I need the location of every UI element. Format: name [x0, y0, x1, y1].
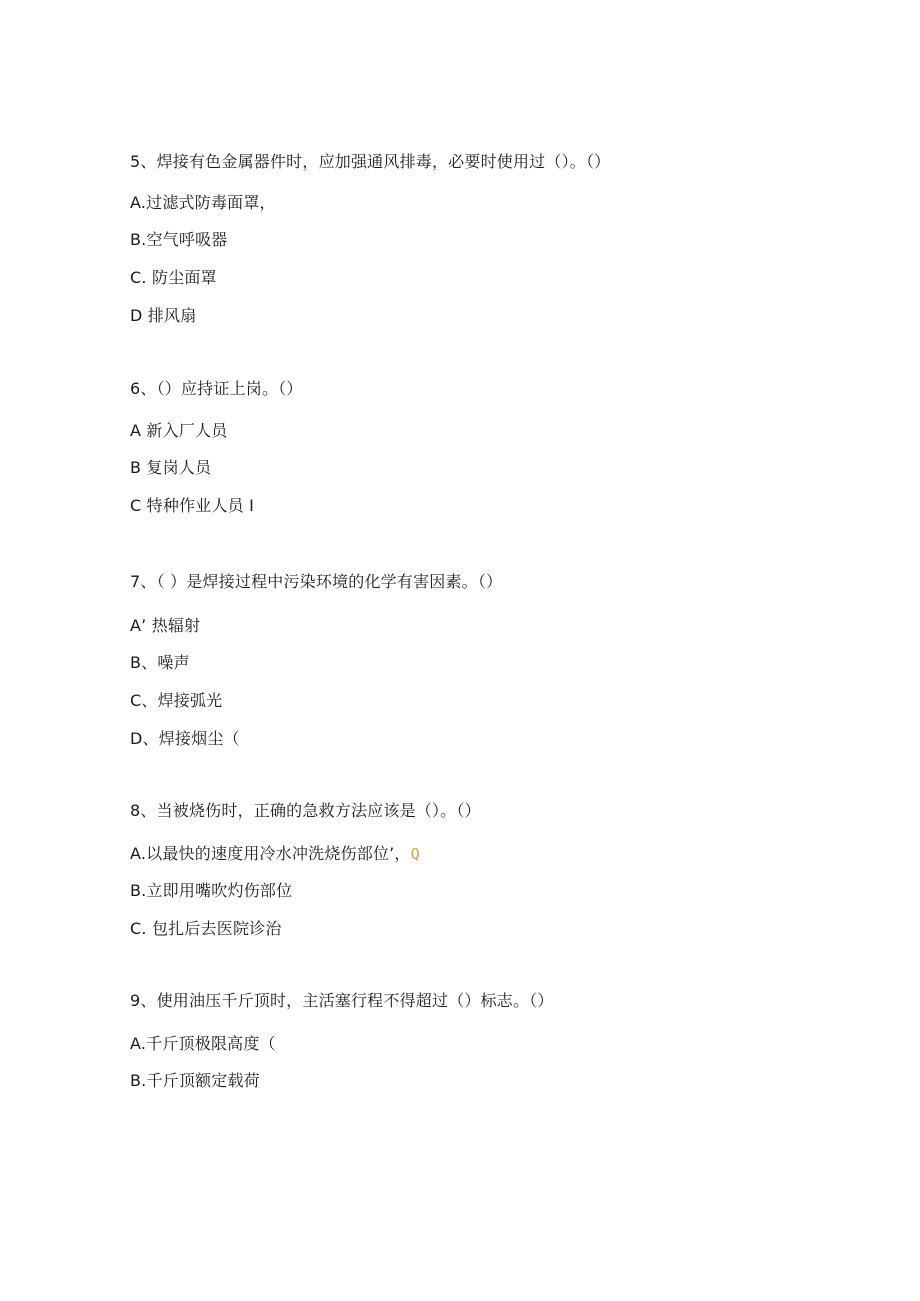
- question-7-stem: 7、（ ）是焊接过程中污染环境的化学有害因素。（）: [130, 572, 503, 591]
- question-5-option-a: A.过滤式防毒面罩，: [130, 193, 276, 212]
- question-8-option-a: A.以最快的速度用冷水冲洗烧伤部位’，: [130, 844, 411, 863]
- question-7-option-b: B、噪声: [130, 653, 190, 672]
- question-8-option-c: C. 包扎后去医院诊治: [130, 919, 282, 938]
- question-7-option-c: C、焊接弧光: [130, 691, 223, 710]
- question-9-option-b: B.千斤顶额定载荷: [130, 1071, 260, 1090]
- question-6-option-a: A 新入厂人员: [130, 421, 228, 440]
- question-8-option-a-mark: Q: [410, 845, 420, 863]
- question-7-option-d: D、焊接烟尘（: [130, 729, 240, 748]
- question-6-option-b: B 复岗人员: [130, 458, 212, 477]
- question-5-option-c: C. 防尘面罩: [130, 268, 217, 287]
- question-8-option-b: B.立即用嘴吹灼伤部位: [130, 881, 293, 900]
- question-6-stem: 6、（）应持证上岗。（）: [130, 379, 303, 398]
- question-7-option-a: A’ 热辐射: [130, 616, 201, 635]
- question-9-option-a: A.千斤顶极限高度（: [130, 1034, 276, 1053]
- question-9-stem: 9、使用油压千斤顶时，主活塞行程不得超过（）标志。（）: [130, 991, 554, 1010]
- question-6-option-c: C 特种作业人员 I: [130, 496, 255, 515]
- question-8-option-a-row: [130, 844, 420, 864]
- question-8-stem: 8、当被烧伤时，正确的急救方法应该是（）。（）: [130, 801, 481, 820]
- question-5-option-b: B.空气呼吸器: [130, 230, 228, 249]
- question-5-option-d: D 排风扇: [130, 306, 197, 325]
- question-5-stem: 5、焊接有色金属器件时，应加强通风排毒，必要时使用过（）。（）: [130, 152, 611, 171]
